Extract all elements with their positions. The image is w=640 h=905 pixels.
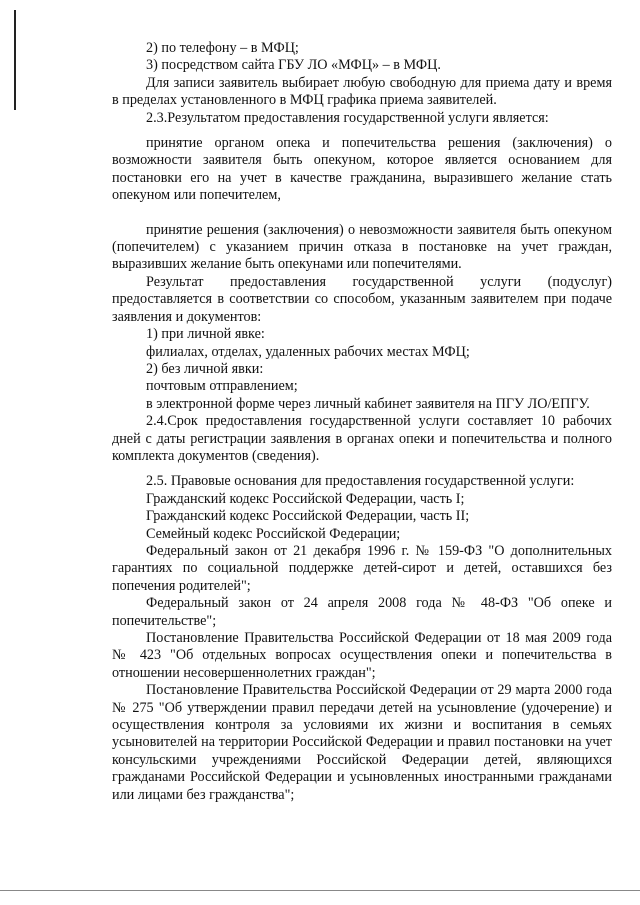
scan-edge-line — [14, 10, 16, 110]
paragraph-l19: Федеральный закон от 24 апреля 2008 года № 48-ФЗ "Об опеке и попечительстве"; — [112, 595, 612, 629]
paragraph-l11: почтовым отправлением; — [146, 378, 298, 395]
paragraph-l14: 2.5. Правовые основания для предоставления государственной услуги: — [146, 473, 575, 490]
paragraph-l1: 2) по телефону – в МФЦ; — [146, 40, 299, 56]
paragraph-l21: Постановление Правительства Российской Федерации от 29 марта 2000 года № 275 "Об утверждении правил передачи детей на усыновление (удочерение) и осуществления контроля за условиями их жизни и воспитания в семьях усыновителей на территории Российской Федерации и правил постановки на учет консульскими учреждениями Российской Федерации детей, являющихся гражданами Российской Федерации и усыновленных иностранными гражданами или лицами без гражданства"; — [112, 682, 612, 803]
paragraph-l18: Федеральный закон от 21 декабря 1996 г. № 159-ФЗ "О дополнительных гарантиях по социальной поддержке детей-сирот и детей, оставшихся без попечения родителей"; — [112, 542, 612, 594]
paragraph-gap — [112, 465, 612, 473]
document-body — [112, 40, 612, 804]
paragraph-l16: Гражданский кодекс Российской Федерации, часть II; — [146, 508, 470, 525]
paragraph-l7: Результат предоставления государственной услуги (подуслуг) предоставляется в соответствии со способом, указанным заявителем при подаче заявления и документов: — [112, 273, 612, 325]
paragraph-l9: филиалах, отделах, удаленных рабочих местах МФЦ; — [146, 343, 470, 360]
paragraph-l17: Семейный кодекс Российской Федерации; — [146, 525, 401, 542]
paragraph-l6: принятие решения (заключения) о невозможности заявителя быть опекуном (попечителем) с указанием причин отказа в постановке на учет граждан, выразивших желание быть опекунами или попечителями. — [112, 221, 612, 273]
paragraph-l13: 2.4.Срок предоставления государственной услуги составляет 10 рабочих дней с даты регистрации заявления в органах опеки и попечительства и полного комплекта документов (сведения). — [112, 413, 612, 464]
paragraph-l3: Для записи заявитель выбирает любую свободную для приема дату и время в пределах установленного в МФЦ графика приема заявителей. — [112, 74, 612, 109]
paragraph-l8: 1) при личной явке: — [146, 326, 265, 343]
paragraph-l5: принятие органом опека и попечительства решения (заключения) о возможности заявителя быть опекуном, которое является основанием для постановки его на учет в качестве гражданина, выразившего желание стать опекуном или попечителем, — [112, 135, 612, 204]
paragraph-l20: Постановление Правительства Российской Федерации от 18 мая 2009 года № 423 "Об отдельных вопросах осуществления опеки и попечительства в отношении несовершеннолетних граждан"; — [112, 630, 612, 681]
paragraph-l15: Гражданский кодекс Российской Федерации, часть I; — [146, 490, 465, 507]
paragraph-gap — [112, 205, 612, 222]
paragraph-l12: в электронной форме через личный кабинет заявителя на ПГУ ЛО/ЕПГУ. — [146, 395, 590, 412]
paragraph-l2: 3) посредством сайта ГБУ ЛО «МФЦ» – в МФЦ. — [146, 57, 441, 74]
paragraph-l4: 2.3.Результатом предоставления государственной услуги является: — [146, 109, 549, 126]
paragraph-l10: 2) без личной явки: — [146, 360, 264, 377]
paragraph-gap — [112, 127, 612, 135]
page-bottom-line — [0, 890, 640, 891]
